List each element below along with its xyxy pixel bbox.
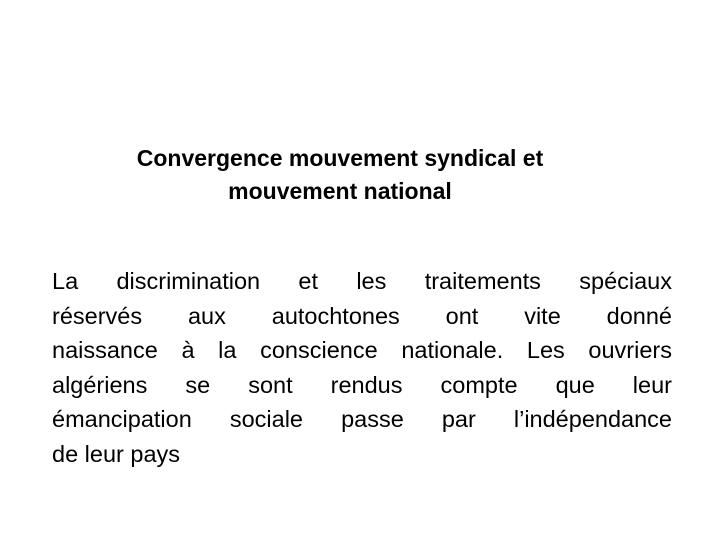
body-line-1: La discrimination et les traitements spéciaux [52, 268, 672, 294]
body-line-2: réservés aux autochtones ont vite donné [52, 302, 672, 329]
body-line-5: émancipation sociale passe par l’indépendance [52, 406, 672, 432]
slide-title-line-1: Convergence mouvement syndical et [136, 145, 544, 171]
body-line-6: de leur pays [52, 440, 181, 467]
body-line-4: algériens se sont rendus compte que leur [52, 371, 672, 398]
slide-title [60, 142, 620, 208]
slide-body-paragraph [52, 264, 672, 471]
slide-title-line-2: mouvement national [228, 178, 452, 204]
body-line-3: naissance à la conscience nationale. Les ouvriers [52, 337, 672, 363]
